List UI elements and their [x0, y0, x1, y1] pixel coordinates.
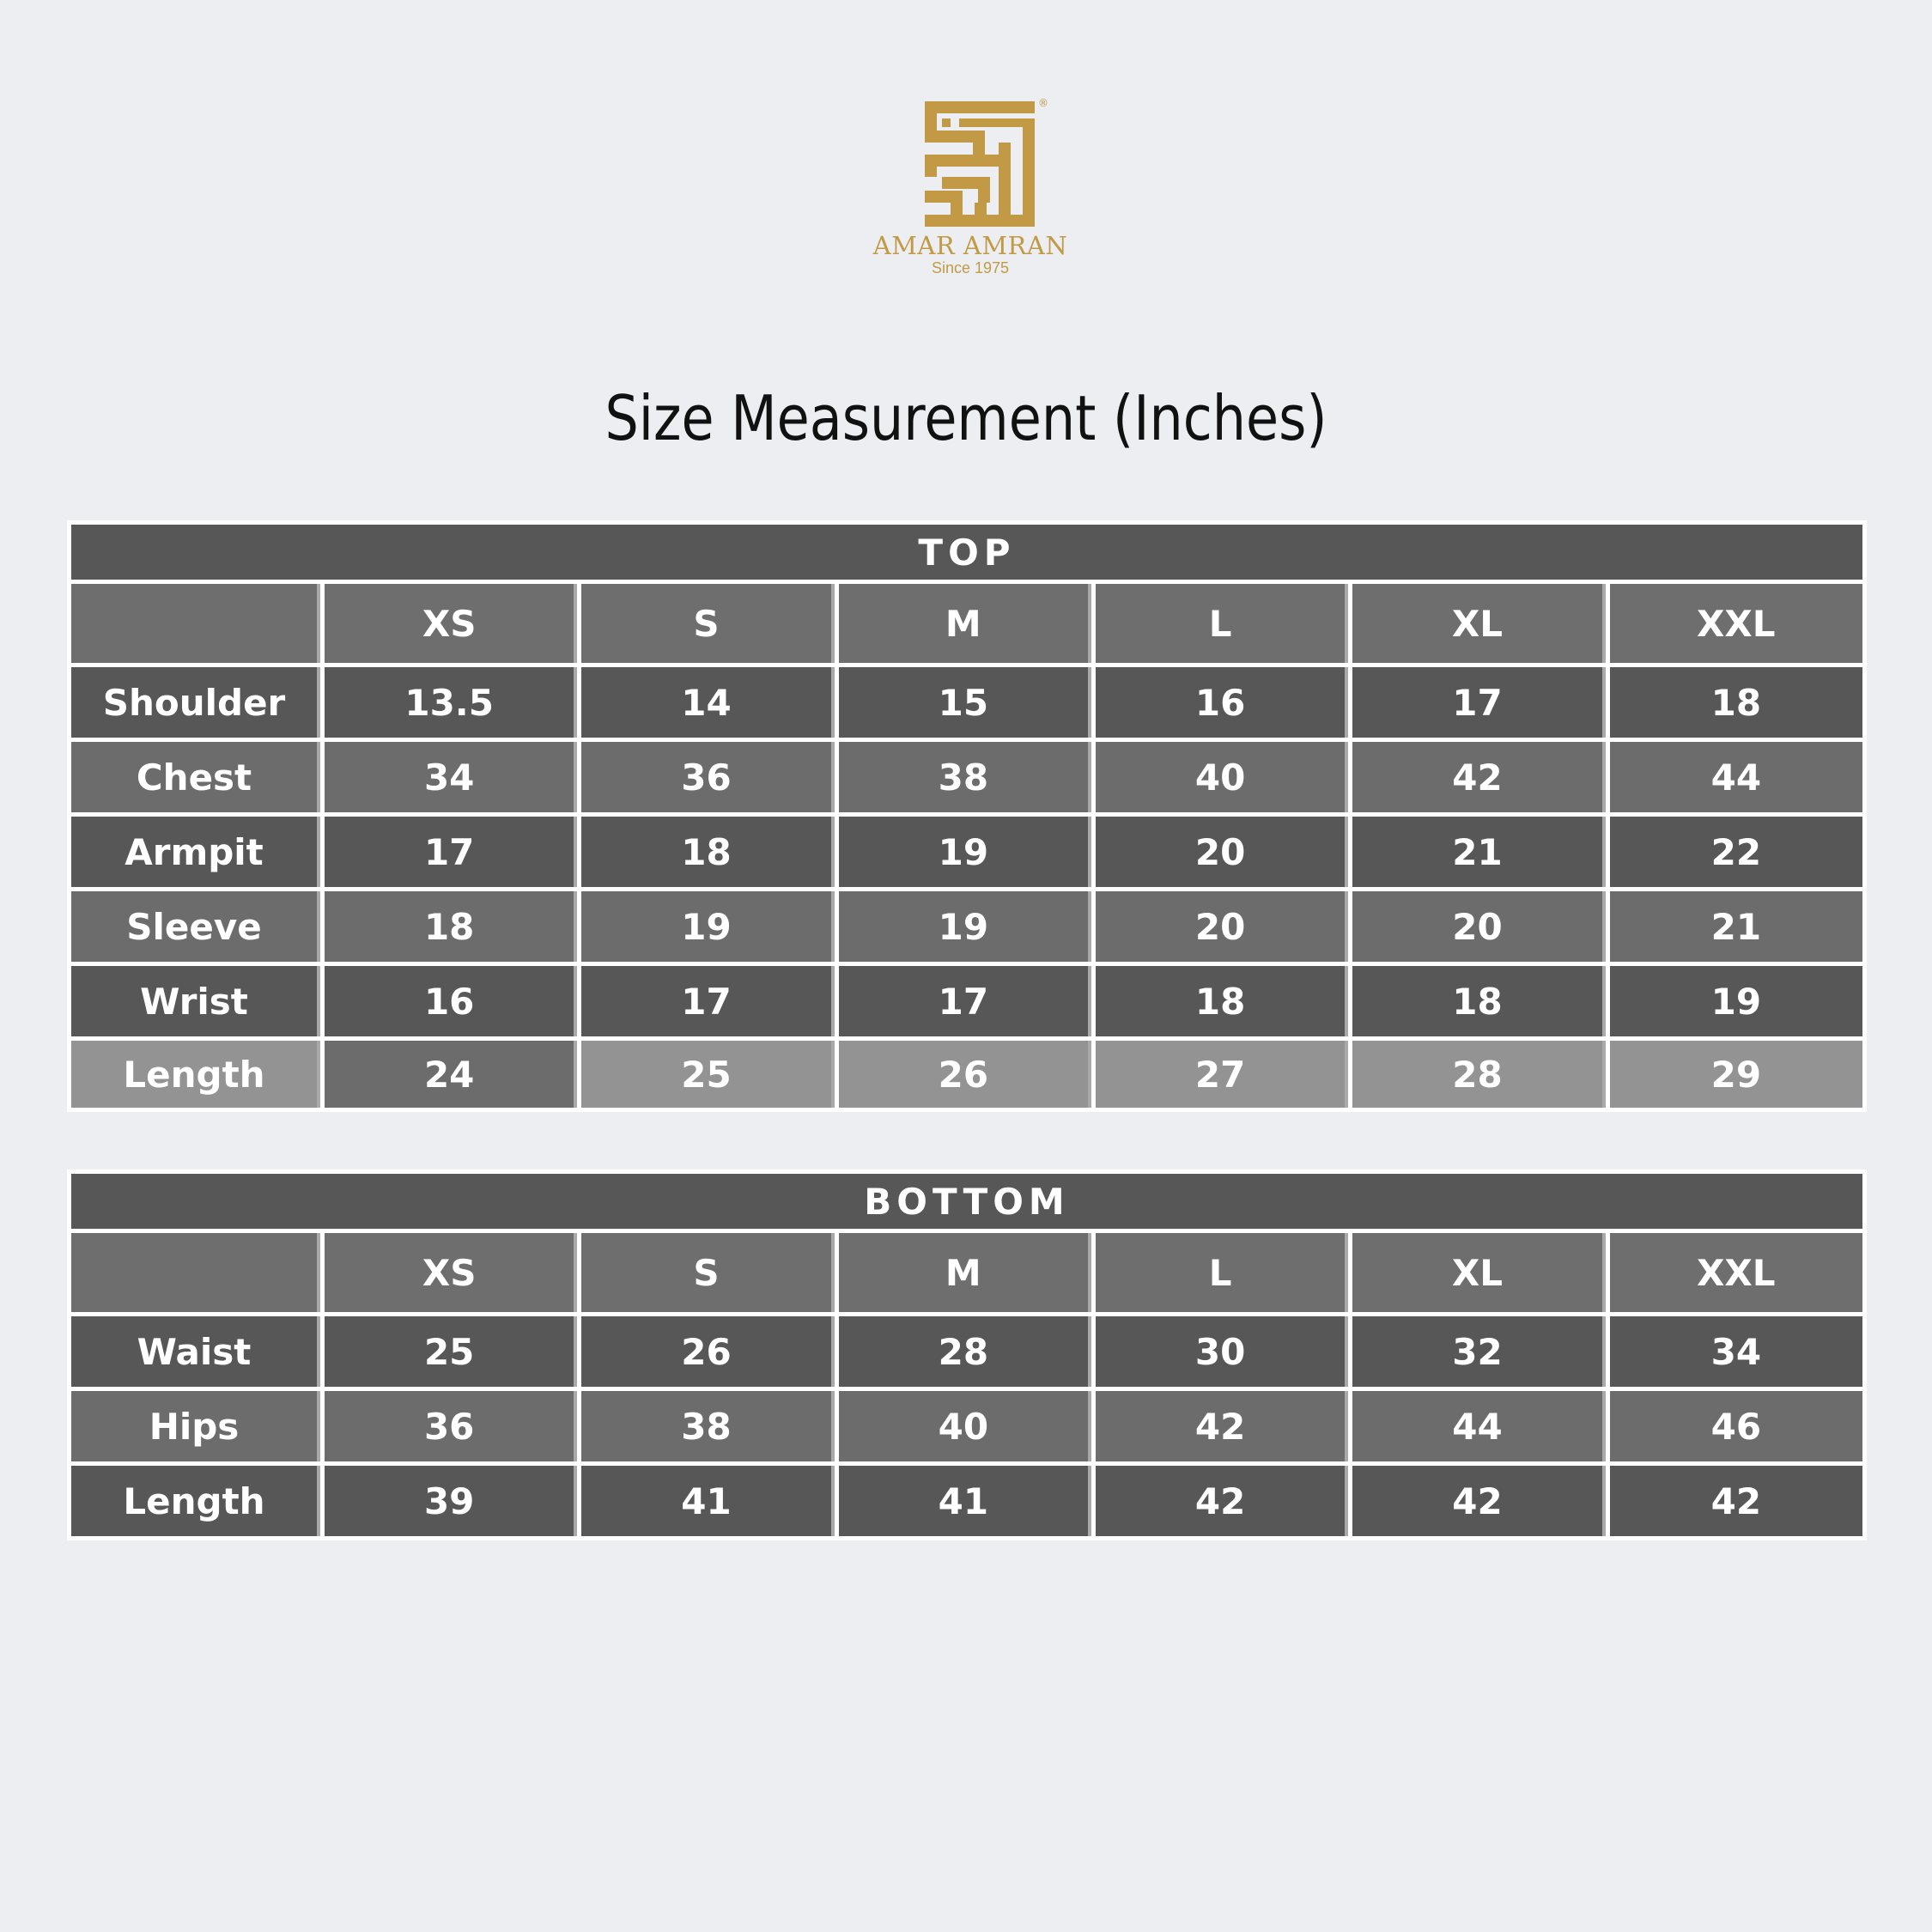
table-cell: 16: [1096, 667, 1348, 738]
table-cell: 36: [581, 742, 834, 812]
table-cell: 44: [1352, 1391, 1605, 1461]
table-cell: 27: [1096, 1041, 1348, 1108]
bottom-size-row: [71, 1233, 1862, 1312]
table-cell: 19: [1610, 966, 1862, 1036]
table-cell: 20: [1096, 891, 1348, 962]
table-cell: 26: [581, 1316, 834, 1387]
table-row: [71, 667, 1862, 738]
table-cell: 36: [325, 1391, 577, 1461]
brand-since: Since 1975: [931, 259, 1010, 276]
top-table-header: [71, 525, 1862, 580]
table-cell: 19: [839, 891, 1091, 962]
table-cell: 42: [1096, 1466, 1348, 1536]
table-cell: 17: [325, 817, 577, 887]
table-cell: 21: [1610, 891, 1862, 962]
table-cell: 13.5: [325, 667, 577, 738]
table-cell: 18: [1096, 966, 1348, 1036]
size-header: M: [839, 1233, 1091, 1312]
table-cell: 39: [325, 1466, 577, 1536]
table-cell: 30: [1096, 1316, 1348, 1387]
table-cell: 17: [1352, 667, 1605, 738]
table-cell: 18: [581, 817, 834, 887]
table-cell: 25: [581, 1041, 834, 1108]
table-cell: 28: [1352, 1041, 1605, 1108]
brand-logo: [859, 94, 1082, 292]
table-cell: 46: [1610, 1391, 1862, 1461]
table-row: [71, 1316, 1862, 1387]
table-cell: 32: [1352, 1316, 1605, 1387]
table-cell: 42: [1352, 1466, 1605, 1536]
size-header: XS: [325, 584, 577, 663]
top-size-table: [67, 520, 1867, 1112]
table-cell: 14: [581, 667, 834, 738]
table-cell: 21: [1352, 817, 1605, 887]
table-cell: 42: [1610, 1466, 1862, 1536]
table-cell: 25: [325, 1316, 577, 1387]
table-row: [71, 1041, 1862, 1108]
table-cell: 24: [325, 1041, 577, 1108]
table-row: [71, 742, 1862, 812]
bottom-size-table: [67, 1170, 1867, 1540]
corner-cell: [71, 584, 320, 663]
table-cell: 18: [1610, 667, 1862, 738]
bottom-table-title: BOTTOM: [71, 1174, 1862, 1229]
table-cell: 20: [1096, 817, 1348, 887]
size-header: L: [1096, 1233, 1348, 1312]
size-header: XL: [1352, 1233, 1605, 1312]
table-row: [71, 891, 1862, 962]
table-cell: 20: [1352, 891, 1605, 962]
table-cell: 26: [839, 1041, 1091, 1108]
size-header: XL: [1352, 584, 1605, 663]
top-size-row: [71, 584, 1862, 663]
row-label: Armpit: [71, 817, 320, 887]
row-label: Hips: [71, 1391, 320, 1461]
row-label: Sleeve: [71, 891, 320, 962]
size-header: L: [1096, 584, 1348, 663]
row-label: Waist: [71, 1316, 320, 1387]
size-header: XS: [325, 1233, 577, 1312]
table-cell: 40: [1096, 742, 1348, 812]
row-label: Length: [71, 1466, 320, 1536]
row-label: Chest: [71, 742, 320, 812]
kufic-logo-icon: [889, 94, 1052, 232]
size-header: S: [581, 1233, 834, 1312]
size-header: S: [581, 584, 834, 663]
row-label: Shoulder: [71, 667, 320, 738]
table-cell: 40: [839, 1391, 1091, 1461]
table-cell: 41: [581, 1466, 834, 1536]
table-cell: 19: [581, 891, 834, 962]
table-cell: 22: [1610, 817, 1862, 887]
table-row: [71, 1466, 1862, 1536]
table-cell: 29: [1610, 1041, 1862, 1108]
table-cell: 38: [581, 1391, 834, 1461]
row-label: Length: [71, 1041, 320, 1108]
registered-mark: ®: [1038, 97, 1048, 109]
table-cell: 19: [839, 817, 1091, 887]
table-cell: 18: [1352, 966, 1605, 1036]
top-table-title: TOP: [71, 525, 1862, 580]
table-cell: 41: [839, 1466, 1091, 1536]
table-cell: 42: [1096, 1391, 1348, 1461]
corner-cell: [71, 1233, 320, 1312]
table-cell: 16: [325, 966, 577, 1036]
size-header: XXL: [1610, 584, 1862, 663]
size-header: M: [839, 584, 1091, 663]
row-label: Wrist: [71, 966, 320, 1036]
table-cell: 17: [581, 966, 834, 1036]
size-header: XXL: [1610, 1233, 1862, 1312]
bottom-table-header: [71, 1174, 1862, 1229]
table-cell: 42: [1352, 742, 1605, 812]
table-row: [71, 966, 1862, 1036]
table-cell: 28: [839, 1316, 1091, 1387]
table-cell: 34: [325, 742, 577, 812]
table-cell: 18: [325, 891, 577, 962]
table-cell: 38: [839, 742, 1091, 812]
table-cell: 44: [1610, 742, 1862, 812]
page-title: Size Measurement (Inches): [605, 382, 1327, 454]
table-row: [71, 1391, 1862, 1461]
brand-name: AMAR AMRAN: [872, 231, 1068, 260]
table-cell: 15: [839, 667, 1091, 738]
table-cell: 17: [839, 966, 1091, 1036]
table-cell: 34: [1610, 1316, 1862, 1387]
table-row: [71, 817, 1862, 887]
